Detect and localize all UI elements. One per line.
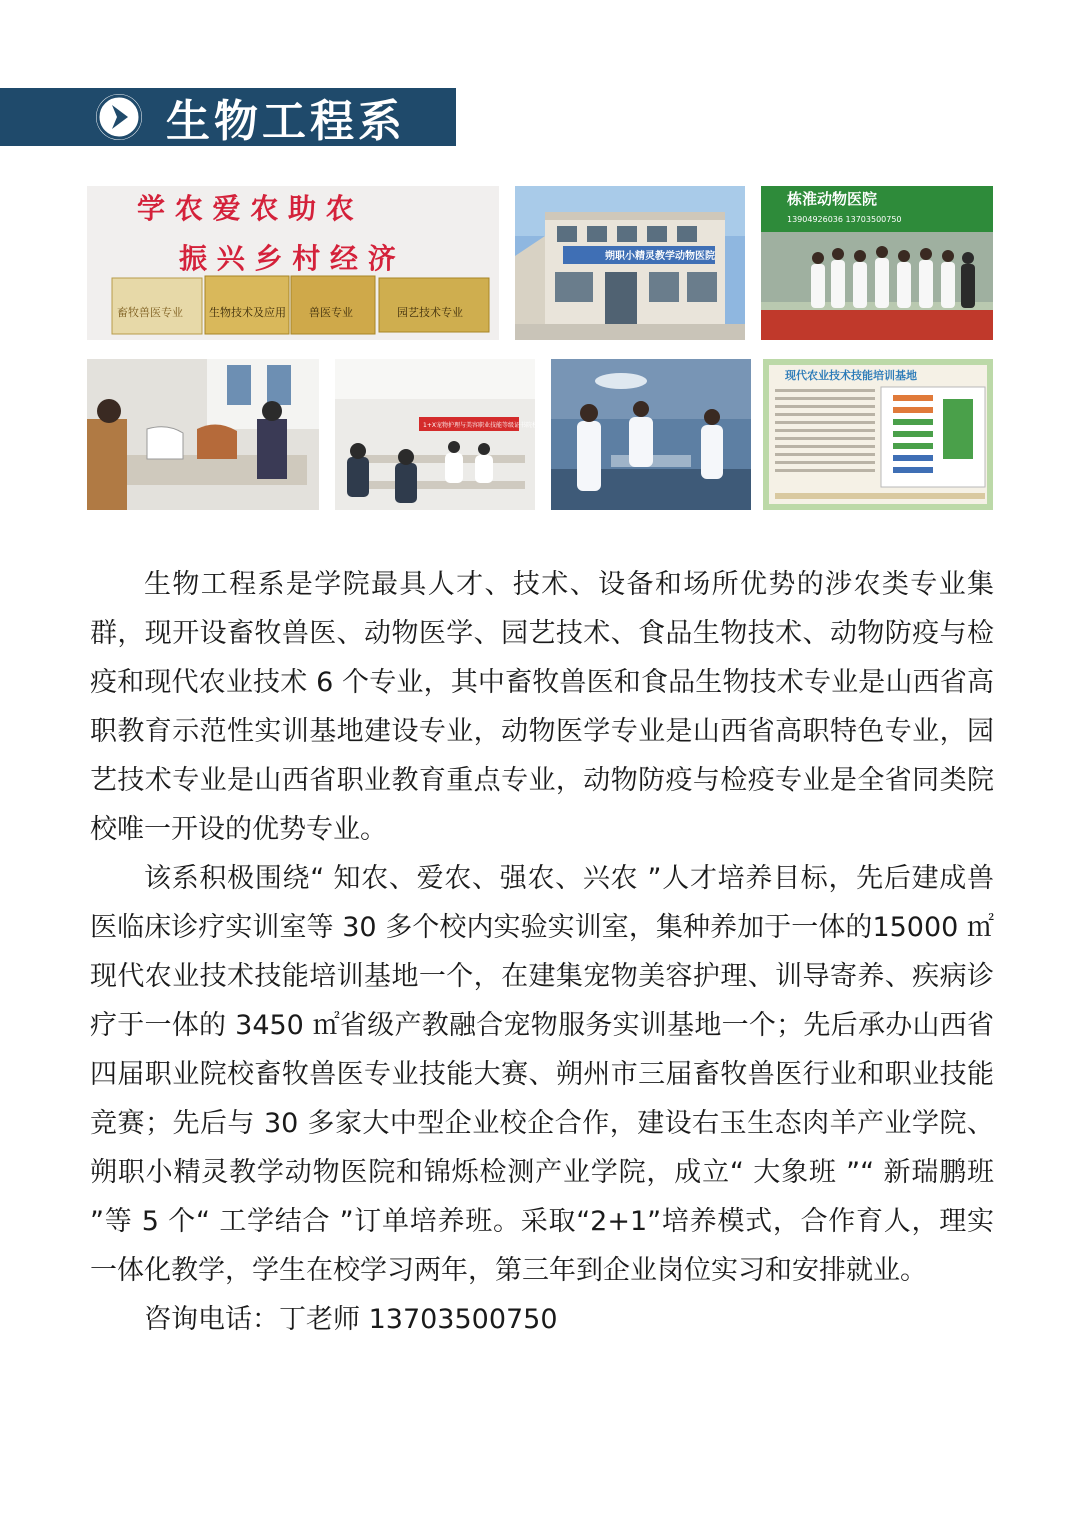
paragraph-achievements: 该系积极围绕“ 知农、爱农、强农、兴农 ”人才培养目标，先后建成兽医临床诊疗实训室等 30 多个校内实验实训室，集种养加于一体的15000 ㎡现代农业技术技能培训基地一个，在建集宠物美容护理、训导寄养、疾病诊疗于一体的 3450 ㎡省级产教融合宠物服务实训基地一个；先后承办山西省四届职业院校畜牧兽医专业技能大赛、朔州市三届畜牧兽医行业和职业技能竞赛；先后与 30 多家大中型企业校企合作，建设右玉生态肉羊产业学院、朔职小精灵教学动物医院和锦烁检测产业学院，成立“ 大象班 ”“ 新瑞鹏班 ”等 5 个“ 工学结合 ”订单培养班。采取“2+1”培养模式，合作育人，理实一体化教学，学生在校学习两年，第三年到企业岗位实习和安排就业。 bbox=[90, 863, 994, 1286]
photo-training-base-board bbox=[763, 359, 993, 510]
photo-teaching-animal-hospital bbox=[515, 186, 745, 340]
slogan-line-1: 学 农 爱 农 助 农 bbox=[137, 192, 354, 225]
award-plaques bbox=[112, 276, 489, 334]
photo-surgery-lab bbox=[551, 359, 751, 510]
slogan-line-2: 振 兴 乡 村 经 济 bbox=[179, 242, 396, 275]
plaque-3-text: 兽医专业 bbox=[309, 306, 353, 319]
hospital-sign-text: 栋淮动物医院 bbox=[787, 190, 878, 208]
plaque-2-text: 生物技术及应用 bbox=[209, 306, 286, 319]
section-header-banner bbox=[0, 88, 456, 146]
department-description bbox=[90, 560, 994, 1344]
page-title: 生物工程系 bbox=[166, 96, 406, 147]
photo-staff-group bbox=[761, 186, 993, 340]
photo-anatomy-lab bbox=[87, 359, 319, 510]
photo-exam-classroom bbox=[335, 359, 550, 510]
photo-slogan-wall bbox=[87, 186, 499, 340]
exam-banner-text: 1+X宠物护理与美容职业技能等级证书院校考核 bbox=[423, 422, 550, 429]
board-title-text: 现代农业技术技能培训基地 bbox=[785, 369, 917, 382]
chevron-right-circle-icon bbox=[96, 94, 142, 140]
plaque-1-text: 畜牧兽医专业 bbox=[117, 306, 183, 319]
clinic-sign-text: 朔职小精灵教学动物医院 bbox=[605, 251, 715, 262]
hospital-phone-text: 13904926036 13703500750 bbox=[787, 215, 902, 224]
plaque-4-text: 园艺技术专业 bbox=[397, 306, 463, 319]
contact-phone: 咨询电话：丁老师 13703500750 bbox=[144, 1304, 558, 1335]
paragraph-intro: 生物工程系是学院最具人才、技术、设备和场所优势的涉农类专业集群，现开设畜牧兽医、动物医学、园艺技术、食品生物技术、动物防疫与检疫和现代农业技术 6 个专业，其中畜牧兽医和食品生物技术专业是山西省高职教育示范性实训基地建设专业，动物医学专业是山西省高职特色专业，园艺技术专业是山西省职业教育重点专业，动物防疫与检疫专业是全省同类院校唯一开设的优势专业。 bbox=[90, 569, 994, 845]
